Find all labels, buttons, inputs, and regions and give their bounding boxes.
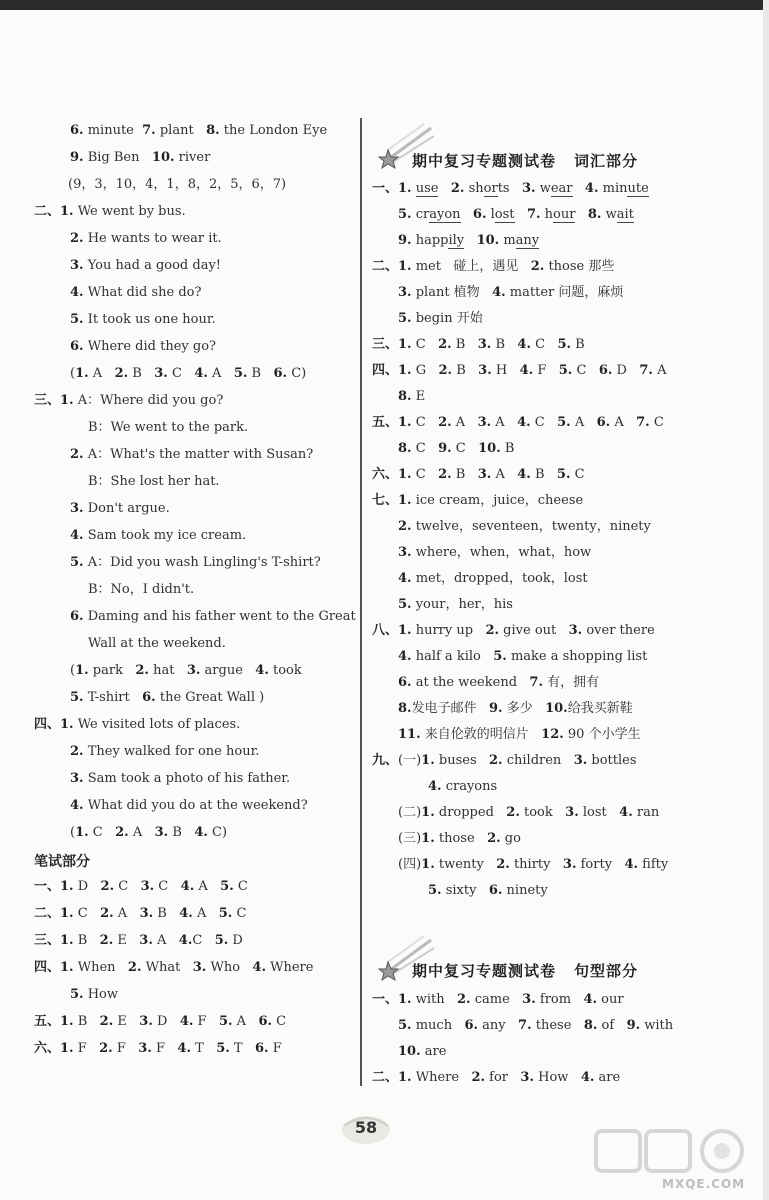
scan-top-edge — [0, 0, 769, 10]
answer-line: 9. happily 10. many — [398, 233, 540, 248]
answer-line: 六、1. F 2. F 3. F 4. T 5. T 6. F — [34, 1041, 282, 1056]
heading-main: 期中复习专题测试卷 — [412, 962, 557, 980]
answer-line: 2. He wants to wear it. — [70, 231, 222, 246]
answer-line: (9，3，10，4，1，8，2，5，6，7) — [68, 177, 287, 192]
answer-line: Wall at the weekend. — [88, 636, 226, 651]
answer-line: 四、1. G 2. B 3. H 4. F 5. C 6. D 7. A — [372, 363, 667, 378]
answer-line: (二)1. dropped 2. took 3. lost 4. ran — [398, 805, 660, 820]
answer-line: 三、1. A：Where did you go? — [34, 393, 224, 408]
heading-main: 期中复习专题测试卷 — [412, 152, 557, 170]
answer-line: 4. Sam took my ice cream. — [70, 528, 247, 543]
answer-line: 四、1. We visited lots of places. — [34, 717, 241, 732]
answer-line: 2. A：What's the matter with Susan? — [70, 447, 314, 462]
answer-line: 5. your，her，his — [398, 597, 513, 612]
answer-line: (1. C 2. A 3. B 4. C) — [70, 825, 228, 840]
answer-line: B：No，I didn't. — [88, 582, 195, 597]
answer-line: 3. You had a good day! — [70, 258, 222, 273]
heading-sub: 句型部分 — [574, 962, 639, 980]
answer-line: 五、1. C 2. A 3. A 4. C 5. A 6. A 7. C — [372, 415, 664, 430]
answer-line: 2. They walked for one hour. — [70, 744, 260, 759]
answer-line: 二、1. met 碰上，遇见 2. those 那些 — [372, 259, 615, 274]
section-heading-sentence-patterns — [412, 960, 638, 981]
answer-line: 5. begin 开始 — [398, 311, 483, 326]
answer-line: (1. A 2. B 3. C 4. A 5. B 6. C) — [70, 366, 307, 381]
heading-sub: 词汇部分 — [574, 152, 639, 170]
answer-line: 一、1. with 2. came 3. from 4. our — [372, 992, 624, 1007]
answer-line: 4. met，dropped，took，lost — [398, 571, 588, 586]
answer-line: 八、1. hurry up 2. give out 3. over there — [372, 623, 655, 638]
answer-line: 4. crayons — [428, 779, 498, 794]
answer-line: 11. 来自伦敦的明信片 12. 90 个小学生 — [398, 727, 641, 742]
answer-line: 4. What did she do? — [70, 285, 202, 300]
answer-line: 6. minute 7. plant 8. the London Eye — [70, 123, 328, 138]
answer-line: 3. where，when，what，how — [398, 545, 592, 560]
answer-line: (三)1. those 2. go — [398, 831, 521, 846]
answer-line: 一、1. use 2. shorts 3. wear 4. minute — [372, 181, 649, 196]
answer-line: 9. Big Ben 10. river — [70, 150, 211, 165]
answer-line: (四)1. twenty 2. thirty 3. forty 4. fifty — [398, 857, 669, 872]
answer-line: 8. C 9. C 10. B — [398, 441, 515, 456]
answer-line: 6. Where did they go? — [70, 339, 216, 354]
answer-line: 5. It took us one hour. — [70, 312, 216, 327]
answer-line: 二、1. We went by bus. — [34, 204, 186, 219]
answer-line: 5. How — [70, 987, 119, 1002]
answer-line: 一、1. D 2. C 3. C 4. A 5. C — [34, 879, 248, 894]
answer-line: B：She lost her hat. — [88, 474, 220, 489]
answer-line: 3. Sam took a photo of his father. — [70, 771, 291, 786]
answer-line: 四、1. When 2. What 3. Who 4. Where — [34, 960, 314, 975]
answer-line: (1. park 2. hat 3. argue 4. took — [70, 663, 302, 678]
watermark-text: MXQE.COM — [662, 1177, 746, 1191]
answer-line: 笔试部分 — [34, 854, 90, 870]
column-divider — [360, 118, 362, 1086]
answer-line: 5. crayon 6. lost 7. hour 8. wait — [398, 207, 634, 222]
page-number: 58 — [354, 1118, 378, 1137]
answer-line: 二、1. C 2. A 3. B 4. A 5. C — [34, 906, 247, 921]
answer-line: 七、1. ice cream，juice，cheese — [372, 493, 584, 508]
answer-line: 8.发电子邮件 9. 多少 10.给我买新鞋 — [398, 701, 633, 716]
answer-line: 九、(一)1. buses 2. children 3. bottles — [372, 753, 637, 768]
answer-line: 6. Daming and his father went to the Great — [70, 609, 356, 624]
answer-line: 3. plant 植物 4. matter 问题，麻烦 — [398, 285, 624, 300]
answer-line: 3. Don't argue. — [70, 501, 170, 516]
answer-line: 三、1. C 2. B 3. B 4. C 5. B — [372, 337, 585, 352]
answer-line: B：We went to the park. — [88, 420, 249, 435]
answer-line: 5. much 6. any 7. these 8. of 9. with — [398, 1018, 674, 1033]
answer-line: 5. A：Did you wash Lingling's T-shirt? — [70, 555, 321, 570]
answer-line: 10. are — [398, 1044, 447, 1059]
answer-line: 8. E — [398, 389, 426, 404]
answer-line: 六、1. C 2. B 3. A 4. B 5. C — [372, 467, 585, 482]
answer-line: 2. twelve，seventeen，twenty，ninety — [398, 519, 651, 534]
scan-right-edge — [763, 0, 769, 1200]
answer-line: 6. at the weekend 7. 有，拥有 — [398, 675, 600, 690]
answer-line: 5. T-shirt 6. the Great Wall ) — [70, 690, 265, 705]
watermark-logo — [590, 1125, 760, 1195]
section-heading-vocabulary — [412, 150, 638, 171]
answer-line: 五、1. B 2. E 3. D 4. F 5. A 6. C — [34, 1014, 287, 1029]
answer-line: 4. What did you do at the weekend? — [70, 798, 308, 813]
answer-line: 4. half a kilo 5. make a shopping list — [398, 649, 648, 664]
answer-line: 5. sixty 6. ninety — [428, 883, 548, 898]
answer-line: 二、1. Where 2. for 3. How 4. are — [372, 1070, 621, 1085]
answer-line: 三、1. B 2. E 3. A 4.C 5. D — [34, 933, 243, 948]
